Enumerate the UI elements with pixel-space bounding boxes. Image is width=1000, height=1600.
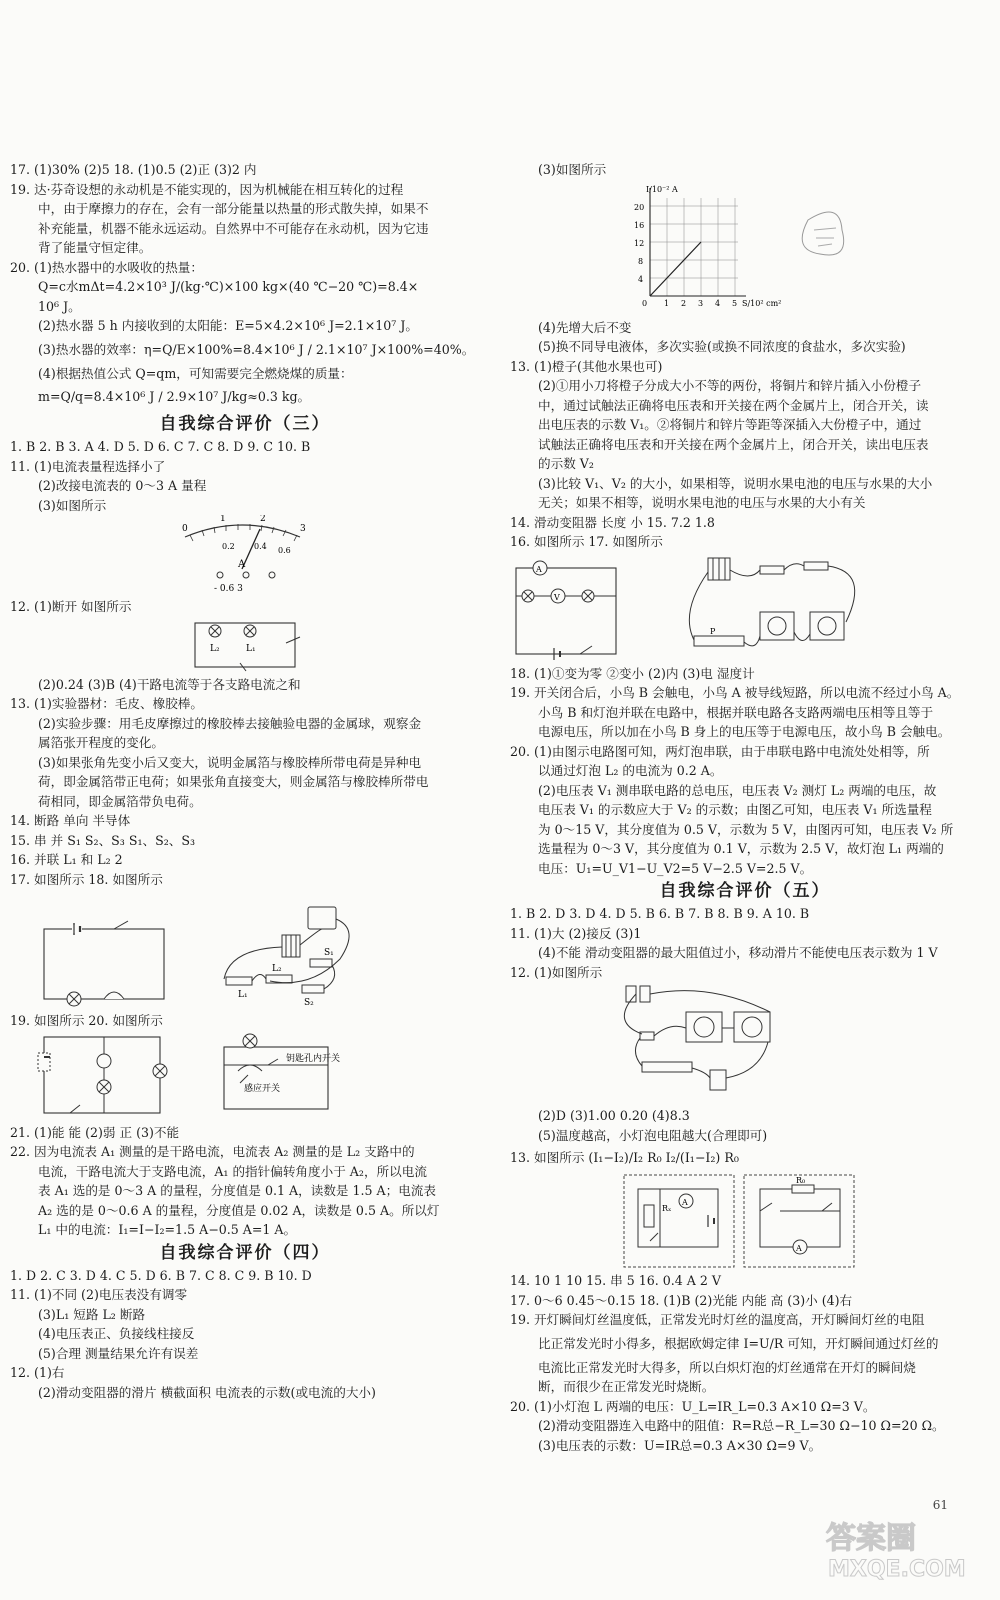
lamp-label: L₁	[238, 990, 248, 1000]
scale-label: 0.4	[254, 542, 267, 551]
lamp-label: L₂	[210, 643, 220, 654]
text-line: 比正常发光时小得多，根据欧姆定律 I=U/R 可知，开灯瞬间通过灯丝的	[538, 1335, 939, 1351]
text-line: (3)比较 V₁、V₂ 的大小，如果相等，说明水果电池的电压与水果的大小	[538, 475, 933, 491]
text-line: (2)热水器 5 h 内接收到的太阳能：E=5×4.2×10⁶ J=2.1×10⁷ J。	[38, 318, 418, 333]
text-line: 12. (1)如图所示	[510, 964, 603, 980]
graph-xtick: 1	[664, 298, 670, 308]
answer-block-q17-20	[10, 160, 480, 411]
graph-xtick: 5	[732, 298, 738, 308]
text-line: (4)根据热值公式 Q=qm，可知需要完全燃烧煤的质量：	[38, 365, 353, 381]
graph-xtick: 2	[681, 298, 687, 308]
text-line: 以通过灯泡 L₂ 的电流为 0.2 A。	[538, 763, 723, 778]
graph-xtick: 4	[715, 298, 721, 308]
answer-block-r-q12-17	[510, 318, 980, 552]
text-line: (2)0.24 (3)B (4)干路电流等于各支路电流之和	[38, 676, 301, 692]
text-line: 电流，干路电流大于支路电流，A₁ 的指针偏转角度小于 A₂，所以电流	[38, 1163, 427, 1179]
graph-ytick: 12	[634, 238, 645, 248]
text-line: 荷，即金属箔带正电荷；如果张角直接变大，则金属箔与橡胶棒所带电	[38, 774, 429, 789]
text-line: (3)如图所示	[538, 162, 607, 177]
section-title-5: 自我综合评价（五）	[659, 881, 831, 901]
graph-origin: 0	[642, 298, 648, 308]
text-line: 无关；如果不相等，说明水果电池的电压与水果的大小有关	[538, 495, 866, 510]
page-number: 61	[932, 1498, 948, 1512]
text-line: (2)D (3)1.00 0.20 (4)8.3	[538, 1108, 690, 1123]
text-line: (3)电压表的示数：U=IR总=0.3 A×30 Ω=9 V。	[538, 1437, 822, 1453]
text-line: 21. (1)能 能 (2)弱 正 (3)不能	[10, 1124, 180, 1140]
lamp-label: L₁	[246, 643, 256, 654]
text-line: 表 A₁ 选的是 0～3 A 的量程，分度值是 0.1 A，读数是 1.5 A；电流表	[38, 1183, 437, 1198]
text-line: 出电压表的示数 V₁。②将铜片和锌片等距等深插入大份橙子中，通过	[538, 417, 922, 432]
text-line: (5)合理 测量结果允许有误差	[38, 1345, 199, 1361]
graph-ytick: 4	[638, 274, 644, 284]
terminal-labels: - 0.6 3	[214, 584, 243, 594]
text-line: 1. B 2. D 3. D 4. D 5. B 6. B 7. B 8. B 9. A 10. B	[510, 906, 810, 921]
text-line: 电压表 V₁ 的示数应大于 V₂ 的示数；由图乙可知，电压表 V₁ 所选量程	[538, 802, 932, 817]
text-line: 1. B 2. B 3. A 4. D 5. D 6. C 7. C 8. D 9. C 10. B	[10, 439, 311, 454]
circuit-r-q12-figure	[510, 982, 980, 1106]
text-line: (2)滑动变阻器的滑片 横截面积 电流表的示数(或电流的大小)	[38, 1384, 376, 1400]
circuit-q17-18-figure	[10, 889, 480, 1011]
ammeter-figure	[10, 515, 480, 597]
answer-block-eval5	[510, 904, 980, 982]
text-line: 20. (1)小灯泡 L 两端的电压：U_L=IR_L=0.3 A×10 Ω=3 V。	[510, 1398, 876, 1414]
text-line: 16. 并联 L₁ 和 L₂ 2	[10, 852, 123, 867]
text-line: 14. 断路 单向 半导体	[10, 813, 131, 828]
text-line: 14. 滑动变阻器 长度 小 15. 7.2 1.8	[510, 514, 715, 530]
text-line: 12. (1)断开 如图所示	[10, 599, 132, 614]
circuit-r-q13-figure	[510, 1171, 980, 1271]
scale-label: 2	[260, 515, 266, 524]
svg-text:A: A	[536, 564, 542, 574]
text-line: 19. 达·芬奇设想的永动机是不能实现的，因为机械能在相互转化的过程	[10, 181, 404, 197]
left-column	[10, 160, 480, 1402]
text-line: 背了能量守恒定律。	[38, 240, 152, 255]
text-line: (2)电压表 V₁ 测串联电路的总电压，电压表 V₂ 测灯 L₂ 两端的电压，故	[538, 782, 937, 798]
text-line: (2)实验步骤：用毛皮摩擦过的橡胶棒去接触验电器的金属球，观察金	[38, 715, 422, 731]
circuit-diagrams	[510, 1171, 980, 1271]
lamp-label: L₂	[272, 964, 282, 974]
text-line: (4)不能 滑动变阻器的最大阻值过小，移动滑片不能使电压表示数为 1 V	[538, 945, 938, 960]
graph-xlabel: S/10² cm²	[742, 298, 782, 308]
text-line: (3)如图所示	[38, 497, 107, 513]
text-line: 19. 开灯瞬间灯丝温度低，正常发光时灯丝的温度高，开灯瞬间灯丝的电阻	[510, 1312, 925, 1327]
text-line: 电流比正常发光时大得多，所以白炽灯泡的灯丝通常在开灯的瞬间烧	[538, 1359, 916, 1375]
text-line: 16. 如图所示 17. 如图所示	[510, 534, 663, 549]
text-line: (2)改接电流表的 0～3 A 量程	[38, 478, 207, 493]
graph-xtick: 3	[698, 298, 704, 308]
text-line: 18. (1)①变为零 ②变小 (2)内 (3)电 湿度计	[510, 665, 755, 681]
text-line: 22. 因为电流表 A₁ 测量的是干路电流，电流表 A₂ 测量的是 L₂ 支路中的	[10, 1144, 415, 1159]
scale-label: 0.2	[222, 542, 235, 551]
text-line: 选量程为 0～3 V，其分度值为 0.1 V，示数为 2.5 V，故灯泡 L₁ 两端的	[538, 841, 944, 856]
circuit-diagram	[10, 617, 480, 675]
resistor-label: R₀	[796, 1176, 806, 1185]
text-line: 13. (1)实验器材：毛皮、橡胶棒。	[10, 696, 203, 711]
svg-text:A: A	[796, 1244, 802, 1253]
switch-label: S₂	[304, 998, 314, 1008]
circuit-diagrams	[10, 889, 480, 1011]
text-line: 电源电压，所以加在小鸟 B 身上的电压等于电源电压，故小鸟 B 会触电。	[538, 724, 951, 739]
text-line: 10⁶ J。	[38, 298, 81, 314]
text-line: 19. 开关闭合后，小鸟 B 会触电，小鸟 A 被导线短路，所以电流不经过小鸟 A。	[510, 685, 960, 700]
text-line: 17. (1)30% (2)5 18. (1)0.5 (2)正 (3)2 内	[10, 162, 257, 177]
text-line: 属箔张开程度的变化。	[38, 735, 164, 750]
answer-block-eval3	[10, 437, 480, 515]
text-line: A₂ 选的是 0～0.6 A 的量程，分度值是 0.02 A，读数是 0.5 A。所以灯	[38, 1202, 440, 1218]
text-line: 补充能量，机器不能永远运动。自然界中不可能存在永动机，因为它违	[38, 220, 429, 236]
text-line: 小鸟 B 和灯泡并联在电路中，根据并联电路各支路两端电压相等且等于	[538, 704, 934, 720]
circuit-q12-figure	[10, 617, 480, 675]
text-line: 断，而很少在正常发光时烧断。	[538, 1379, 715, 1394]
svg-text:A: A	[682, 1198, 688, 1207]
text-line: (3)热水器的效率：η=Q/E×100%=8.4×10⁶ J / 2.1×10⁷ J×100%=40%。	[38, 341, 475, 357]
text-line: 12. (1)右	[10, 1365, 65, 1380]
answer-block-r-q12b-13	[510, 1106, 980, 1171]
stamp-logo	[802, 212, 844, 255]
resistor-label: Rₓ	[662, 1204, 672, 1213]
text-line: 1. D 2. C 3. D 4. C 5. D 6. B 7. C 8. C 9. B 10. D	[10, 1267, 312, 1283]
circuit-diagrams	[510, 552, 980, 664]
text-line: 20. (1)热水器中的水吸收的热量：	[10, 259, 203, 275]
slider-label: P	[710, 626, 716, 636]
text-line: Q=c水mΔt=4.2×10³ J/(kg·℃)×100 kg×(40 ℃−20 ℃)=8.4×	[38, 279, 419, 294]
text-line: 14. 10 1 10 15. 串 5 16. 0.4 A 2 V	[510, 1273, 722, 1288]
text-line: (3)L₁ 短路 L₂ 断路	[38, 1306, 146, 1322]
graph-figure	[510, 180, 980, 318]
circuit-q19-20-figure	[10, 1031, 480, 1123]
graph-ylabel: I/10⁻² A	[646, 184, 678, 194]
switch-caption: 钥匙孔内开关	[286, 1053, 341, 1064]
scale-label: 1	[220, 515, 226, 524]
text-line: 17. 如图所示 18. 如图所示	[10, 871, 163, 887]
circuit-r-q16-17-figure	[510, 552, 980, 664]
text-line: 试触法正确将电压表和开关接在两个金属片上，闭合开关，读出电压表	[538, 436, 929, 452]
i-s-graph	[510, 180, 980, 318]
text-line: 17. 0～6 0.45～0.15 18. (1)B (2)光能 内能 高 (3)小 (4)右	[510, 1292, 853, 1308]
switch-label: S₁	[324, 948, 334, 958]
ammeter-diagram	[10, 515, 480, 597]
scale-label: 0	[182, 524, 188, 534]
text-line: 中，由于摩擦力的存在，会有一部分能量以热量的形式散失掉，如果不	[38, 201, 429, 216]
answer-block-q12-16	[10, 675, 480, 890]
text-line: 11. (1)不同 (2)电压表没有调零	[10, 1287, 188, 1302]
answer-block-r-q18-20	[510, 664, 980, 879]
text-line: (5)温度越高，小灯泡电阻越大(合理即可)	[538, 1127, 768, 1143]
sensor-caption: 感应开关	[244, 1083, 281, 1094]
ammeter-unit: A	[238, 559, 246, 570]
text-line: L₁ 中的电流：I₁=I−I₂=1.5 A−0.5 A=1 A。	[38, 1222, 297, 1237]
answer-block-q21-22	[10, 1123, 480, 1240]
graph-ytick: 8	[638, 256, 644, 266]
text-line: (2)①用小刀将橙子分成大小不等的两份，将铜片和锌片插入小份橙子	[538, 378, 922, 393]
svg-text:答案圈: 答案圈	[826, 1521, 916, 1556]
text-line: 13. (1)橙子(其他水果也可)	[510, 358, 663, 374]
answer-block-r-q14-20	[510, 1271, 980, 1455]
svg-text:V: V	[554, 592, 560, 602]
svg-text:MXQE.COM: MXQE.COM	[828, 1557, 966, 1582]
scale-label: 3	[300, 524, 306, 534]
section-title-3: 自我综合评价（三）	[159, 414, 331, 434]
text-line: (4)电压表正、负接线柱接反	[38, 1326, 195, 1341]
watermark-logo	[822, 1512, 972, 1582]
circuit-diagrams	[10, 1031, 480, 1123]
right-column	[510, 160, 980, 1455]
text-line: (3)如果张角先变小后又变大，说明金属箔与橡胶棒所带电荷是异种电	[38, 754, 422, 770]
scale-label: 0.6	[278, 546, 291, 555]
graph-ytick: 16	[634, 220, 645, 230]
answer-block-eval4	[10, 1266, 480, 1403]
text-line: 中，通过试触法正确将电压表和开关接在两个金属片上，闭合开关，读	[538, 397, 929, 413]
text-line: 19. 如图所示 20. 如图所示	[10, 1013, 163, 1028]
text-line: (5)换不同导电液体，多次实验(或换不同浓度的食盐水，多次实验)	[538, 339, 906, 354]
text-line: 13. 如图所示 (I₁−I₂)/I₂ R₀ I₂/(I₁−I₂) R₀	[510, 1150, 739, 1165]
section-title-4: 自我综合评价（四）	[159, 1242, 331, 1263]
text-line: (4)先增大后不变	[538, 319, 632, 335]
text-line: 的示数 V₂	[538, 456, 594, 471]
text-line: 11. (1)大 (2)接反 (3)1	[510, 925, 642, 941]
text-line: 电压：U₁=U_V1−U_V2=5 V−2.5 V=2.5 V。	[538, 860, 813, 876]
text-line: m=Q/q=8.4×10⁶ J / 2.9×10⁷ J/kg≈0.3 kg。	[38, 389, 311, 404]
circuit-diagram	[510, 982, 980, 1106]
text-line: 20. (1)由图示电路图可知，两灯泡串联，由于串联电路中电流处处相等，所	[510, 743, 930, 759]
text-line: 为 0～15 V，其分度值为 0.5 V，示数为 5 V，由图丙可知，电压表 V₂ 所	[538, 821, 954, 837]
text-line: (2)滑动变阻器连入电路中的阻值：R=R总−R_L=30 Ω−10 Ω=20 Ω。	[538, 1418, 945, 1433]
text-line: 15. 串 并 S₁ S₂、S₃ S₁、S₂、S₃	[10, 832, 196, 848]
text-line: 荷相同，即金属箔带负电荷。	[38, 793, 202, 809]
graph-ytick: 20	[634, 202, 645, 212]
text-line: 11. (1)电流表量程选择小了	[10, 458, 166, 474]
